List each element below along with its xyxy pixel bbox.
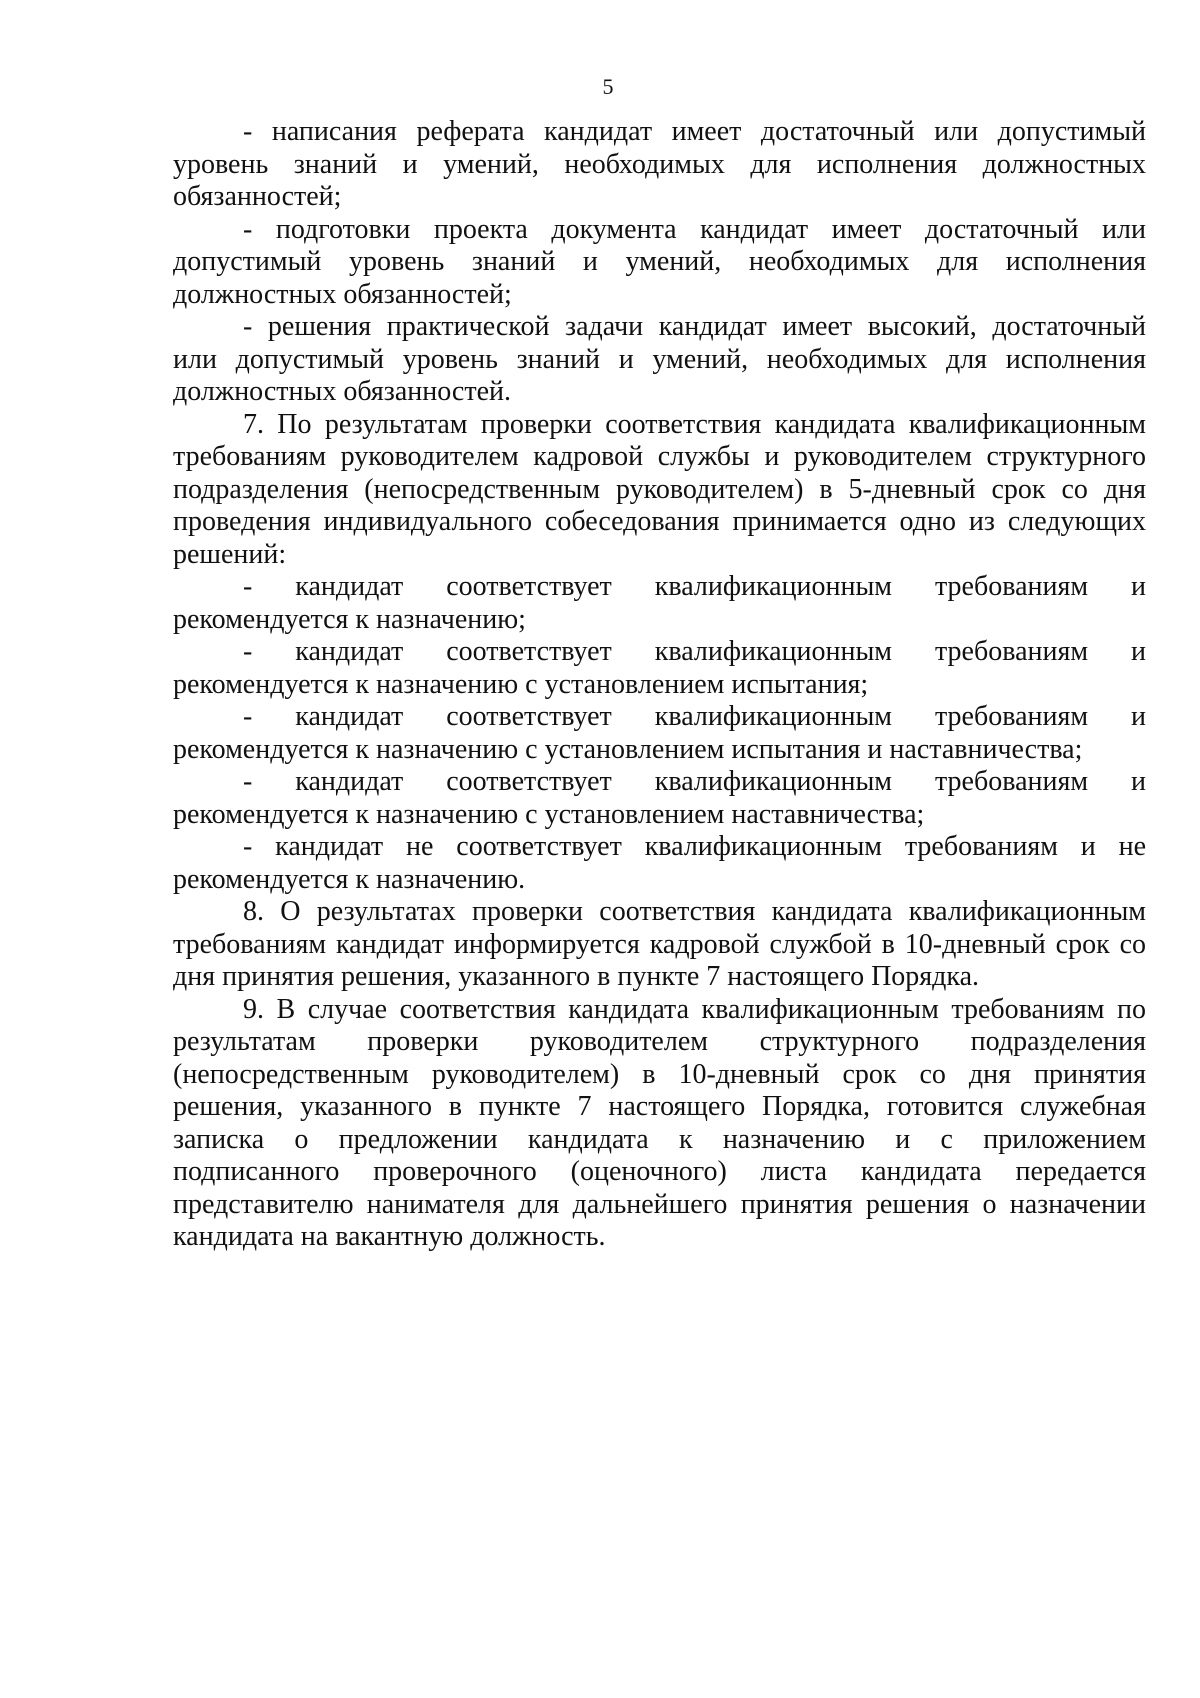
text-line: 8. О результатах проверки соответствия кандидата квалификационным [243,896,1146,927]
text-line: - кандидат соответствует квалификационным требованиям и [243,701,1146,732]
text-line: рекомендуется к назначению. [173,863,526,895]
text-line: результатам проверки руководителем структурного подразделения [173,1026,1146,1057]
text-line: - кандидат не соответствует квалификационным требованиям и не [243,831,1146,862]
text-line: обязанностей; [173,181,342,212]
text-line: - написания реферата кандидат имеет достаточный или допустимый [243,116,1146,147]
text-line: должностных обязанностей; [173,278,512,310]
document-body [173,116,1146,1254]
decision-option-5 [173,831,1146,896]
paragraph-item-9 [173,994,1146,1254]
text-line: (непосредственным руководителем) в 10-дневный срок со дня принятия [173,1058,1146,1090]
text-line: 7. По результатам проверки соответствия кандидата квалификационным [243,408,1146,440]
text-line: - кандидат соответствует квалификационным требованиям и [243,636,1146,667]
text-line: - кандидат соответствует квалификационным требованиям и [243,766,1146,797]
text-line: уровень знаний и умений, необходимых для исполнения должностных [173,148,1146,180]
text-line: 9. В случае соответствия кандидата квалификационным требованиям по [243,993,1146,1025]
text-line: допустимый уровень знаний и умений, необходимых для исполнения [173,246,1146,277]
decision-option-1 [173,571,1146,636]
text-line: записка о предложении кандидата к назначению и с приложением [173,1123,1146,1155]
text-line: должностных обязанностей. [173,376,511,407]
text-line: - подготовки проекта документа кандидат имеет достаточный или [243,213,1146,245]
text-line: кандидата на вакантную должность. [173,1221,606,1252]
text-line: - решения практической задачи кандидат имеет высокий, достаточный [243,311,1146,342]
paragraph-essay [173,116,1146,214]
paragraph-practical-task [173,311,1146,409]
text-line: представителю нанимателя для дальнейшего принятия решения о назначении [173,1188,1146,1220]
text-line: - кандидат соответствует квалификационным требованиям и [243,571,1146,602]
paragraph-item-8 [173,896,1146,994]
text-line: требованиям кандидат информируется кадровой службой в 10-дневный срок со [173,928,1146,960]
text-line: подписанного проверочного (оценочного) листа кандидата передается [173,1156,1146,1187]
paragraph-draft-document [173,214,1146,312]
text-line: подразделения (непосредственным руководителем) в 5-дневный срок со дня [173,473,1146,505]
text-line: решения, указанного в пункте 7 настоящего Порядка, готовится служебная [173,1091,1146,1122]
text-line: рекомендуется к назначению; [173,603,526,635]
decision-option-4 [173,766,1146,831]
page-number: 5 [602,74,614,99]
text-line: или допустимый уровень знаний и умений, необходимых для исполнения [173,343,1146,375]
text-line: дня принятия решения, указанного в пункте 7 настоящего Порядка. [173,961,980,992]
decision-option-2 [173,636,1146,701]
text-line: требованиям руководителем кадровой службы и руководителем структурного [173,441,1146,472]
paragraph-item-7 [173,409,1146,572]
decision-option-3 [173,701,1146,766]
text-line: рекомендуется к назначению с установлением наставничества; [173,798,925,830]
text-line: решений: [173,538,287,570]
text-line: рекомендуется к назначению с установлением испытания и наставничества; [173,733,1083,765]
text-line: проведения индивидуального собеседования принимается одно из следующих [173,506,1146,537]
text-line: рекомендуется к назначению с установлением испытания; [173,668,869,700]
